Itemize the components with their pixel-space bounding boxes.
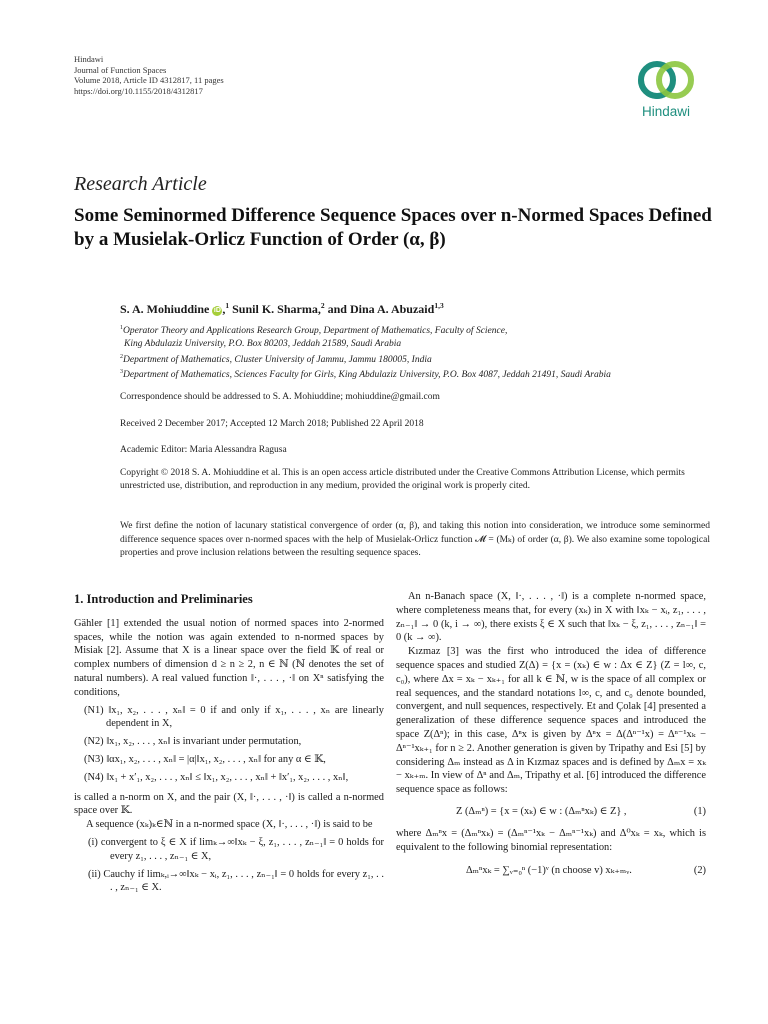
hindawi-logo-icon (635, 58, 697, 102)
paragraph: Kızmaz [3] was the first who introduced the idea of difference sequence spaces and studied Z(Δ) = {x = (xₖ) ∈ w : Δx ∈ Z} (Z = l∞, c, c₀), where Δx = xₖ − xₖ₊₁ for all k ∈ ℕ, w is the space of all complex or real sequences, and the standard notations l∞, c, and c₀ denote bounded, convergent, and null sequences, respectively. Et and Çolak [4] presented a generalization of these difference sequence spaces and introduced the space Z(Δⁿ); in this case, Δⁿx is given by Δⁿx = Δ(Δⁿ⁻¹x) = Δⁿ⁻¹xₖ − Δⁿ⁻¹xₖ₊₁ for n ≥ 2. Another generation is given by Tripathy and Esi [5] by considering Δₘ instead as Δ in Kızmaz spaces and is defined by Δₘx = xₖ − xₖ₊ₘ. In view of Δⁿ and Δₘ, Tripathy et al. [6] introduced the difference sequence space as follows: (396, 646, 706, 796)
paragraph: A sequence (xₖ)ₖ∈ℕ in a n-normed space (X, ‖·, . . . , ·‖) is said to be (86, 819, 373, 831)
right-column (396, 590, 706, 888)
copyright-notice: Copyright © 2018 S. A. Mohiuddine et al. This is an open access article distributed under the Creative Commons Attribution License, which permits unrestricted use, distribution, and reproduction in any medium, provided the original work is properly cited. (120, 468, 685, 491)
list-item: (i) convergent to ξ ∈ X if limₖ→∞‖xₖ − ξ, z₁, . . . , zₙ₋₁‖ = 0 holds for every z₁, . . . , zₙ₋₁ ∈ X, (88, 836, 384, 862)
list-item: (ii) Cauchy if limₖ,ᵢ→∞‖xₖ − xᵢ, z₁, . . . , zₙ₋₁‖ = 0 holds for every z₁, . . . , zₙ₋₁ ∈ X. (88, 868, 384, 894)
author-list: S. A. Mohiuddine iD ,$^1$ Sunil K. Sharma,$^2$ and Dina A. Abuzaid$^{1,3}$ (120, 301, 444, 316)
affiliation-line: King Abdulaziz University, P.O. Box 80203, Jeddah 21589, Saudi Arabia (124, 338, 402, 349)
hindawi-logo (628, 58, 704, 119)
author-name: S. A. Mohiuddine (120, 302, 210, 316)
correspondence: Correspondence should be addressed to S. A. Mohiuddine; mohiuddine@gmail.com (120, 392, 440, 402)
authors-conjunction: and (327, 302, 347, 316)
affiliation-line: $^3$Department of Mathematics, Sciences Faculty for Girls, King Abdulaziz University, P.O. Box 4087, Jeddah 21491, Saudi Arabia (120, 369, 611, 381)
paragraph: is called a n-norm on X, and the pair (X, ‖·, . . . , ·‖) is called a n-normed space over 𝕂. (74, 791, 384, 817)
left-column (74, 590, 384, 897)
equation-body: Δₘⁿxₖ = ∑ᵥ₌₀ⁿ (−1)ᵛ (n choose v) xₖ₊ₘᵥ. (466, 865, 632, 877)
paragraph: Gähler [1] extended the usual notion of normed spaces into 2-normed spaces, while the notion was again extended to n-normed spaces by Misiak [2]. Assume that X is a linear space over the field 𝕂 of real or complex numbers of dimension d ≥ n ≥ 2, n ∈ ℕ (ℕ denotes the set of natural numbers). A real valued function ‖·, . . . , ·‖ on Xⁿ satisfying the conditions, (74, 617, 384, 698)
norm-condition: (N3) ‖αx₁, x₂, . . . , xₙ‖ = |α|‖x₁, x₂, . . . , xₙ‖ for any α ∈ 𝕂, (84, 753, 326, 765)
author-affil-mark: 2 (320, 301, 325, 310)
logo-wordmark: Hindawi (641, 104, 691, 119)
abstract: We first define the notion of lacunary statistical convergence of order (α, β), and taking this notion into consideration, we introduce some seminormed difference sequence spaces over n-normed spaces with the help of Musielak-Orlicz function 𝓜 = (Mₖ) of order (α, β). We also examine some topological properties and prove inclusion relations between the resulting sequence spaces. (120, 521, 710, 558)
academic-editor: Academic Editor: Maria Alessandra Ragusa (120, 445, 287, 455)
norm-condition: (N1) ‖x₁, x₂, . . . , xₙ‖ = 0 if and only if x₁, . . . , xₙ are linearly dependent in X, (84, 704, 384, 730)
doi-link[interactable]: https://doi.org/10.1155/2018/4312817 (74, 85, 203, 96)
author-name: Dina A. Abuzaid (349, 302, 435, 316)
publisher-name: Hindawi (74, 54, 104, 64)
author-affil-mark: 1,3 (434, 301, 444, 310)
article-type: Research Article (74, 173, 207, 195)
paper-title: Some Seminormed Difference Sequence Spaces over n-Normed Spaces Defined by a Musielak-Orlicz Function of Order (α, β) (74, 205, 712, 250)
affiliations (120, 322, 611, 382)
equation-body: Z (Δₘⁿ) = {x = (xₖ) ∈ w : (Δₘⁿxₖ) ∈ Z} , (456, 805, 627, 817)
paragraph: An n-Banach space (X, ‖·, . . . , ·‖) is a complete n-normed space, where completeness means that, for every (xₖ) in X with ‖xₖ − xᵢ, z₁, . . . , zₙ₋₁‖ → 0 (k, i → ∞), there exists ξ ∈ X such that ‖xₖ − ξ, z₁, . . . , zₙ₋₁‖ = 0 (k → ∞). (396, 591, 706, 644)
affiliation-line: $^1$Operator Theory and Applications Research Group, Department of Mathematics, Faculty of Science, (120, 325, 508, 337)
section-heading: 1. Introduction and Preliminaries (74, 592, 253, 606)
volume-info: Volume 2018, Article ID 4312817, 11 pages (74, 75, 224, 85)
equation-number: (2) (693, 865, 706, 877)
author-affil-mark: 1 (225, 301, 230, 310)
equation-1 (396, 805, 706, 819)
affiliation-line: $^2$Department of Mathematics, Cluster University of Jammu, Jammu 180005, India (120, 353, 432, 365)
author-name: Sunil K. Sharma, (232, 302, 321, 316)
norm-condition: (N4) ‖x₁ + x′₁, x₂, . . . , xₙ‖ ≤ ‖x₁, x₂, . . . , xₙ‖ + ‖x′₁, x₂, . . . , xₙ‖, (84, 771, 349, 783)
publication-dates: Received 2 December 2017; Accepted 12 March 2018; Published 22 April 2018 (120, 419, 424, 429)
norm-condition: (N2) ‖x₁, x₂, . . . , xₙ‖ is invariant under permutation, (84, 736, 302, 748)
paragraph: where Δₘⁿx = (Δₘⁿxₖ) = (Δₘⁿ⁻¹xₖ − Δₘⁿ⁻¹xₖ) and Δ⁰xₖ = xₖ, which is equivalent to the following binomial representation: (396, 827, 706, 853)
equation-2 (396, 864, 706, 878)
equation-number: (1) (693, 805, 706, 817)
orcid-icon[interactable]: iD (213, 307, 221, 314)
journal-name: Journal of Function Spaces (74, 64, 167, 75)
journal-meta (74, 54, 224, 96)
